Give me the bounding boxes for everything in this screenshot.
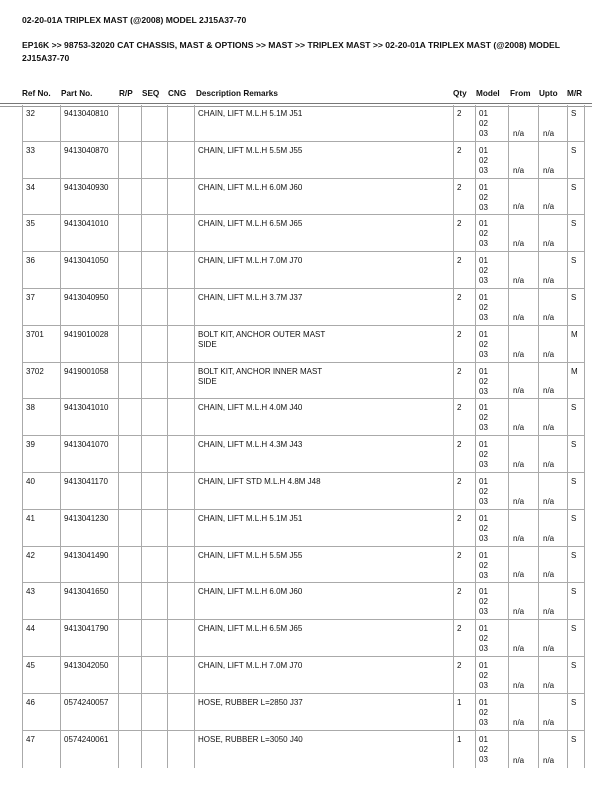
- part-no-cell: 9413041650: [60, 583, 118, 619]
- empty-cell: [141, 583, 167, 619]
- qty-cell: 2: [453, 473, 475, 509]
- from-value: n/a: [513, 533, 525, 543]
- empty-cell: [141, 694, 167, 730]
- part-no-cell: 0574240061: [60, 731, 118, 768]
- from-cell: [508, 326, 538, 362]
- table-row: [22, 657, 585, 694]
- empty-cell: [118, 326, 141, 362]
- model-cell: 01 02 03: [475, 657, 508, 693]
- part-no-cell: 9419001058: [60, 363, 118, 399]
- empty-cell: [167, 142, 194, 178]
- empty-cell: [118, 473, 141, 509]
- mr-cell: S: [567, 547, 585, 583]
- part-no-cell: 9413040950: [60, 289, 118, 325]
- table-row: [22, 252, 585, 289]
- upto-value: n/a: [543, 459, 555, 469]
- from-value: n/a: [513, 755, 525, 765]
- upto-value: n/a: [543, 533, 555, 543]
- upto-value: n/a: [543, 755, 555, 765]
- empty-cell: [118, 694, 141, 730]
- col-part: Part No.: [61, 89, 93, 98]
- empty-cell: [141, 473, 167, 509]
- description-cell: BOLT KIT, ANCHOR OUTER MAST SIDE: [194, 326, 453, 362]
- qty-cell: 2: [453, 179, 475, 215]
- model-cell: 01 02 03: [475, 583, 508, 619]
- from-value: n/a: [513, 680, 525, 690]
- empty-cell: [118, 731, 141, 768]
- from-value: n/a: [513, 459, 525, 469]
- col-model: Model: [476, 89, 500, 98]
- empty-cell: [118, 179, 141, 215]
- upto-value: n/a: [543, 128, 555, 138]
- upto-value: n/a: [543, 643, 555, 653]
- empty-cell: [141, 142, 167, 178]
- upto-value: n/a: [543, 165, 555, 175]
- description-cell: CHAIN, LIFT STD M.L.H 4.8M J48: [194, 473, 453, 509]
- description-cell: HOSE, RUBBER L=2850 J37: [194, 694, 453, 730]
- qty-cell: 2: [453, 363, 475, 399]
- from-value: n/a: [513, 165, 525, 175]
- from-value: n/a: [513, 496, 525, 506]
- mr-cell: S: [567, 620, 585, 656]
- part-no-cell: 9413041230: [60, 510, 118, 546]
- upto-value: n/a: [543, 680, 555, 690]
- qty-cell: 2: [453, 289, 475, 325]
- upto-value: n/a: [543, 386, 555, 396]
- upto-cell: [538, 694, 567, 730]
- empty-cell: [118, 142, 141, 178]
- qty-cell: 2: [453, 215, 475, 251]
- upto-value: n/a: [543, 312, 555, 322]
- from-cell: [508, 436, 538, 472]
- qty-cell: 1: [453, 731, 475, 768]
- upto-cell: [538, 731, 567, 768]
- empty-cell: [141, 547, 167, 583]
- part-no-cell: 9413041170: [60, 473, 118, 509]
- qty-cell: 2: [453, 657, 475, 693]
- empty-cell: [167, 510, 194, 546]
- qty-cell: 2: [453, 399, 475, 435]
- upto-cell: [538, 289, 567, 325]
- table-row: [22, 289, 585, 326]
- upto-cell: [538, 252, 567, 288]
- description-cell: CHAIN, LIFT M.L.H 5.1M J51: [194, 105, 453, 141]
- empty-cell: [167, 363, 194, 399]
- col-rp: R/P: [119, 89, 133, 98]
- empty-cell: [118, 510, 141, 546]
- table-row: [22, 583, 585, 620]
- part-no-cell: 9413041790: [60, 620, 118, 656]
- from-cell: [508, 547, 538, 583]
- qty-cell: 2: [453, 510, 475, 546]
- from-cell: [508, 179, 538, 215]
- model-cell: 01 02 03: [475, 510, 508, 546]
- upto-cell: [538, 215, 567, 251]
- from-cell: [508, 657, 538, 693]
- table-row: [22, 547, 585, 584]
- part-no-cell: 9419010028: [60, 326, 118, 362]
- qty-cell: 2: [453, 620, 475, 656]
- from-cell: [508, 289, 538, 325]
- mr-cell: S: [567, 694, 585, 730]
- upto-cell: [538, 473, 567, 509]
- upto-value: n/a: [543, 202, 555, 212]
- ref-no-cell: 40: [22, 473, 60, 509]
- model-cell: 01 02 03: [475, 436, 508, 472]
- col-seq: SEQ: [142, 89, 160, 98]
- from-value: n/a: [513, 386, 525, 396]
- part-no-cell: 9413041050: [60, 252, 118, 288]
- from-cell: [508, 510, 538, 546]
- upto-cell: [538, 436, 567, 472]
- mr-cell: S: [567, 510, 585, 546]
- description-cell: CHAIN, LIFT M.L.H 5.1M J51: [194, 510, 453, 546]
- upto-value: n/a: [543, 570, 555, 580]
- qty-cell: 2: [453, 105, 475, 141]
- description-cell: HOSE, RUBBER L=3050 J40: [194, 731, 453, 768]
- qty-cell: 2: [453, 436, 475, 472]
- empty-cell: [118, 399, 141, 435]
- ref-no-cell: 32: [22, 105, 60, 141]
- from-value: n/a: [513, 202, 525, 212]
- from-value: n/a: [513, 128, 525, 138]
- table-row: [22, 363, 585, 400]
- ref-no-cell: 36: [22, 252, 60, 288]
- upto-cell: [538, 326, 567, 362]
- table-row: [22, 694, 585, 731]
- empty-cell: [141, 399, 167, 435]
- col-upto: Upto: [539, 89, 558, 98]
- table-row: [22, 620, 585, 657]
- table-row: [22, 179, 585, 216]
- upto-cell: [538, 510, 567, 546]
- qty-cell: 1: [453, 694, 475, 730]
- empty-cell: [141, 731, 167, 768]
- empty-cell: [141, 363, 167, 399]
- empty-cell: [167, 694, 194, 730]
- qty-cell: 2: [453, 547, 475, 583]
- upto-cell: [538, 399, 567, 435]
- description-cell: CHAIN, LIFT M.L.H 7.0M J70: [194, 252, 453, 288]
- model-cell: 01 02 03: [475, 694, 508, 730]
- empty-cell: [167, 289, 194, 325]
- upto-value: n/a: [543, 496, 555, 506]
- col-from: From: [510, 89, 531, 98]
- mr-cell: S: [567, 179, 585, 215]
- part-no-cell: 9413040930: [60, 179, 118, 215]
- part-no-cell: 9413041490: [60, 547, 118, 583]
- ref-no-cell: 44: [22, 620, 60, 656]
- from-value: n/a: [513, 607, 525, 617]
- model-cell: 01 02 03: [475, 142, 508, 178]
- col-qty: Qty: [453, 89, 467, 98]
- description-cell: CHAIN, LIFT M.L.H 5.5M J55: [194, 142, 453, 178]
- from-cell: [508, 620, 538, 656]
- upto-cell: [538, 142, 567, 178]
- model-cell: 01 02 03: [475, 289, 508, 325]
- col-mr: M/R: [567, 89, 583, 98]
- empty-cell: [167, 657, 194, 693]
- model-cell: 01 02 03: [475, 547, 508, 583]
- empty-cell: [118, 289, 141, 325]
- empty-cell: [118, 105, 141, 141]
- table-row: [22, 436, 585, 473]
- model-cell: 01 02 03: [475, 215, 508, 251]
- description-cell: CHAIN, LIFT M.L.H 6.5M J65: [194, 215, 453, 251]
- upto-cell: [538, 105, 567, 141]
- empty-cell: [118, 620, 141, 656]
- mr-cell: S: [567, 436, 585, 472]
- table-row: [22, 399, 585, 436]
- part-no-cell: 9413040870: [60, 142, 118, 178]
- model-cell: 01 02 03: [475, 326, 508, 362]
- empty-cell: [167, 731, 194, 768]
- from-cell: [508, 694, 538, 730]
- upto-value: n/a: [543, 423, 555, 433]
- part-no-cell: 9413042050: [60, 657, 118, 693]
- model-cell: 01 02 03: [475, 731, 508, 768]
- from-cell: [508, 252, 538, 288]
- table-row: [22, 510, 585, 547]
- empty-cell: [167, 105, 194, 141]
- table-row: [22, 105, 585, 142]
- ref-no-cell: 33: [22, 142, 60, 178]
- from-value: n/a: [513, 239, 525, 249]
- from-cell: [508, 215, 538, 251]
- description-cell: BOLT KIT, ANCHOR INNER MAST SIDE: [194, 363, 453, 399]
- model-cell: 01 02 03: [475, 620, 508, 656]
- empty-cell: [118, 252, 141, 288]
- qty-cell: 2: [453, 252, 475, 288]
- empty-cell: [167, 547, 194, 583]
- description-cell: CHAIN, LIFT M.L.H 5.5M J55: [194, 547, 453, 583]
- ref-no-cell: 3702: [22, 363, 60, 399]
- mr-cell: S: [567, 105, 585, 141]
- description-cell: CHAIN, LIFT M.L.H 4.3M J43: [194, 436, 453, 472]
- ref-no-cell: 37: [22, 289, 60, 325]
- ref-no-cell: 39: [22, 436, 60, 472]
- description-cell: CHAIN, LIFT M.L.H 6.0M J60: [194, 179, 453, 215]
- ref-no-cell: 38: [22, 399, 60, 435]
- empty-cell: [118, 436, 141, 472]
- model-cell: 01 02 03: [475, 252, 508, 288]
- upto-value: n/a: [543, 349, 555, 359]
- col-ref: Ref No.: [22, 89, 51, 98]
- empty-cell: [167, 583, 194, 619]
- upto-value: n/a: [543, 607, 555, 617]
- col-cng: CNG: [168, 89, 187, 98]
- ref-no-cell: 46: [22, 694, 60, 730]
- ref-no-cell: 45: [22, 657, 60, 693]
- model-cell: 01 02 03: [475, 473, 508, 509]
- mr-cell: S: [567, 657, 585, 693]
- mr-cell: M: [567, 326, 585, 362]
- upto-cell: [538, 620, 567, 656]
- empty-cell: [141, 326, 167, 362]
- empty-cell: [118, 657, 141, 693]
- upto-cell: [538, 547, 567, 583]
- part-no-cell: 9413041070: [60, 436, 118, 472]
- upto-value: n/a: [543, 239, 555, 249]
- mr-cell: S: [567, 142, 585, 178]
- empty-cell: [141, 252, 167, 288]
- model-cell: 01 02 03: [475, 363, 508, 399]
- empty-cell: [141, 179, 167, 215]
- model-cell: 01 02 03: [475, 179, 508, 215]
- description-cell: CHAIN, LIFT M.L.H 7.0M J70: [194, 657, 453, 693]
- table-row: [22, 142, 585, 179]
- upto-value: n/a: [543, 275, 555, 285]
- mr-cell: S: [567, 252, 585, 288]
- empty-cell: [167, 215, 194, 251]
- breadcrumb: EP16K >> 98753-32020 CAT CHASSIS, MAST & OPTIONS >> MAST >> TRIPLEX MAST >> 02-20-01A TRIPLEX MAST (@2008) MODEL 2J15A37-70: [22, 40, 560, 63]
- description-cell: CHAIN, LIFT M.L.H 4.0M J40: [194, 399, 453, 435]
- empty-cell: [141, 657, 167, 693]
- empty-cell: [118, 547, 141, 583]
- from-cell: [508, 731, 538, 768]
- model-cell: 01 02 03: [475, 399, 508, 435]
- empty-cell: [167, 473, 194, 509]
- from-cell: [508, 583, 538, 619]
- ref-no-cell: 42: [22, 547, 60, 583]
- from-value: n/a: [513, 275, 525, 285]
- upto-cell: [538, 657, 567, 693]
- empty-cell: [167, 620, 194, 656]
- from-value: n/a: [513, 570, 525, 580]
- ref-no-cell: 41: [22, 510, 60, 546]
- empty-cell: [118, 215, 141, 251]
- mr-cell: S: [567, 473, 585, 509]
- empty-cell: [118, 363, 141, 399]
- mr-cell: S: [567, 215, 585, 251]
- empty-cell: [141, 289, 167, 325]
- table-row: [22, 326, 585, 363]
- part-no-cell: 9413041010: [60, 215, 118, 251]
- table-row: [22, 731, 585, 768]
- empty-cell: [167, 326, 194, 362]
- table-header: [0, 89, 612, 101]
- mr-cell: S: [567, 289, 585, 325]
- empty-cell: [167, 399, 194, 435]
- mr-cell: S: [567, 583, 585, 619]
- description-cell: CHAIN, LIFT M.L.H 3.7M J37: [194, 289, 453, 325]
- mr-cell: M: [567, 363, 585, 399]
- from-value: n/a: [513, 643, 525, 653]
- description-cell: CHAIN, LIFT M.L.H 6.0M J60: [194, 583, 453, 619]
- mr-cell: S: [567, 731, 585, 768]
- from-value: n/a: [513, 717, 525, 727]
- upto-cell: [538, 363, 567, 399]
- upto-value: n/a: [543, 717, 555, 727]
- col-desc: Description Remarks: [196, 89, 278, 98]
- ref-no-cell: 35: [22, 215, 60, 251]
- part-no-cell: 9413041010: [60, 399, 118, 435]
- mr-cell: S: [567, 399, 585, 435]
- from-value: n/a: [513, 423, 525, 433]
- table-row: [22, 473, 585, 510]
- model-cell: 01 02 03: [475, 105, 508, 141]
- description-cell: CHAIN, LIFT M.L.H 6.5M J65: [194, 620, 453, 656]
- qty-cell: 2: [453, 583, 475, 619]
- empty-cell: [141, 620, 167, 656]
- from-value: n/a: [513, 349, 525, 359]
- qty-cell: 2: [453, 326, 475, 362]
- qty-cell: 2: [453, 142, 475, 178]
- from-cell: [508, 399, 538, 435]
- empty-cell: [167, 179, 194, 215]
- page-title: 02-20-01A TRIPLEX MAST (@2008) MODEL 2J15A37-70: [22, 15, 247, 25]
- empty-cell: [141, 215, 167, 251]
- upto-cell: [538, 179, 567, 215]
- from-cell: [508, 105, 538, 141]
- table-row: [22, 215, 585, 252]
- from-cell: [508, 363, 538, 399]
- empty-cell: [141, 510, 167, 546]
- from-cell: [508, 142, 538, 178]
- from-value: n/a: [513, 312, 525, 322]
- empty-cell: [167, 252, 194, 288]
- part-no-cell: 0574240057: [60, 694, 118, 730]
- ref-no-cell: 3701: [22, 326, 60, 362]
- part-no-cell: 9413040810: [60, 105, 118, 141]
- from-cell: [508, 473, 538, 509]
- empty-cell: [118, 583, 141, 619]
- empty-cell: [141, 105, 167, 141]
- empty-cell: [167, 436, 194, 472]
- ref-no-cell: 43: [22, 583, 60, 619]
- empty-cell: [141, 436, 167, 472]
- ref-no-cell: 47: [22, 731, 60, 768]
- ref-no-cell: 34: [22, 179, 60, 215]
- upto-cell: [538, 583, 567, 619]
